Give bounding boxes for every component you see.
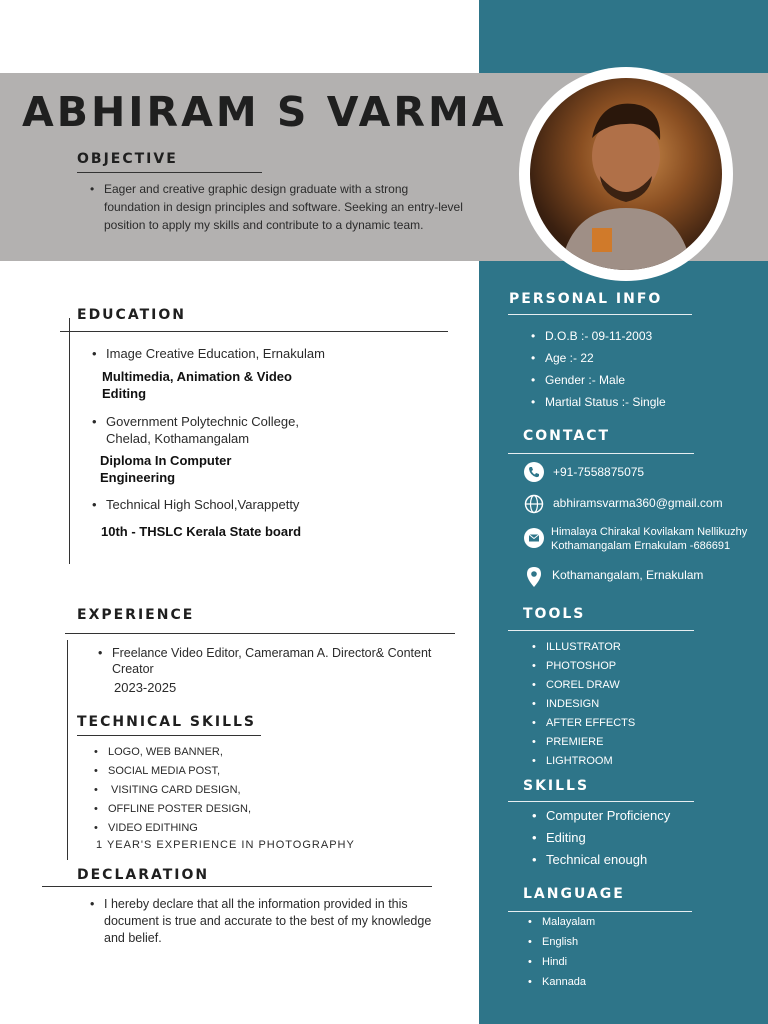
objective-text: • Eager and creative graphic design graduate with a strong foundation in design principles and software. Seeking an entry-level position to apply my skills and contribute to a dynamic team. xyxy=(104,180,464,234)
tools-rule xyxy=(508,630,694,631)
experience-item: • Freelance Video Editor, Cameraman A. Director& Content Creator xyxy=(112,645,442,677)
education-school-2: • Government Polytechnic College, Chelad, Kothamangalam xyxy=(106,413,346,447)
person-photo-icon xyxy=(530,78,722,270)
language-item: • English xyxy=(542,936,595,956)
language-item: • Kannada xyxy=(542,976,595,996)
skill-item: • Technical enough xyxy=(546,852,670,874)
personal-info-list xyxy=(545,329,666,417)
language-heading: LANGUAGE xyxy=(523,886,625,902)
education-heading: EDUCATION xyxy=(77,307,186,323)
technical-skills-rule xyxy=(77,735,261,736)
technical-skill-item: • OFFLINE POSTER DESIGN, xyxy=(108,803,251,822)
experience-vertical-rule xyxy=(67,640,68,860)
technical-skill-item: • VIDEO EDITHING xyxy=(108,822,251,841)
tool-item: • PREMIERE xyxy=(546,736,635,755)
personal-info-status: • Martial Status :- Single xyxy=(545,395,666,417)
personal-info-heading: PERSONAL INFO xyxy=(509,291,663,307)
education-course-2: Diploma In Computer Engineering xyxy=(100,453,232,485)
contact-address-line2: Kothamangalam Ernakulam -686691 xyxy=(551,540,731,552)
contact-heading: CONTACT xyxy=(523,428,611,444)
tool-item: • PHOTOSHOP xyxy=(546,660,635,679)
technical-skill-item: • VISITING CARD DESIGN, xyxy=(108,784,251,803)
language-rule xyxy=(508,911,692,912)
technical-skills-heading: TECHNICAL SKILLS xyxy=(77,714,256,730)
tool-item: • INDESIGN xyxy=(546,698,635,717)
contact-phone: +91-7558875075 xyxy=(553,465,645,479)
skills-heading: SKILLS xyxy=(523,778,590,794)
tool-item: • COREL DRAW xyxy=(546,679,635,698)
education-rule xyxy=(60,331,448,332)
technical-skill-item: • LOGO, WEB BANNER, xyxy=(108,746,251,765)
declaration-text: • I hereby declare that all the information provided in this document is true and accurate to the best of my knowledge and belief. xyxy=(104,896,444,947)
declaration-heading: DECLARATION xyxy=(77,867,210,883)
tool-item: • LIGHTROOM xyxy=(546,755,635,774)
experience-years: 2023-2025 xyxy=(114,680,177,695)
personal-info-dob: • D.O.B :- 09-11-2003 xyxy=(545,329,666,351)
personal-info-gender: • Gender :- Male xyxy=(545,373,666,395)
contact-rule xyxy=(508,453,694,454)
skill-item: • Computer Proficiency xyxy=(546,808,670,830)
objective-heading: OBJECTIVE xyxy=(77,151,178,167)
education-school-1: • Image Creative Education, Ernakulam xyxy=(106,346,406,361)
profile-photo xyxy=(530,78,722,270)
contact-email: abhiramsvarma360@gmail.com xyxy=(553,496,723,510)
education-school-3: • Technical High School,Varappetty xyxy=(106,497,406,512)
tool-item: • ILLUSTRATOR xyxy=(546,641,635,660)
education-course-3: 10th - THSLC Kerala State board xyxy=(101,524,302,539)
tools-list xyxy=(546,641,635,774)
experience-heading: EXPERIENCE xyxy=(77,607,195,623)
personal-info-rule xyxy=(508,314,692,315)
declaration-rule xyxy=(42,886,432,887)
skills-list xyxy=(546,808,670,874)
language-list xyxy=(542,916,595,996)
education-vertical-rule xyxy=(69,318,70,564)
skills-rule xyxy=(508,801,694,802)
technical-skill-item: • SOCIAL MEDIA POST, xyxy=(108,765,251,784)
mail-icon xyxy=(524,528,544,548)
skill-item: • Editing xyxy=(546,830,670,852)
tool-item: • AFTER EFFECTS xyxy=(546,717,635,736)
personal-info-age: • Age :- 22 xyxy=(545,351,666,373)
education-course-1: Multimedia, Animation & Video Editing xyxy=(102,369,292,401)
globe-icon xyxy=(524,494,544,514)
language-item: • Malayalam xyxy=(542,916,595,936)
experience-rule xyxy=(65,633,455,634)
location-pin-icon xyxy=(526,566,542,588)
tools-heading: TOOLS xyxy=(523,606,586,622)
contact-location: Kothamangalam, Ernakulam xyxy=(552,568,704,582)
candidate-name: ABHIRAM S VARMA xyxy=(22,88,507,136)
contact-address-line1: Himalaya Chirakal Kovilakam Nellikuzhy xyxy=(551,526,748,538)
technical-skills-list xyxy=(108,746,251,841)
phone-icon xyxy=(524,462,544,482)
objective-rule xyxy=(77,172,262,173)
language-item: • Hindi xyxy=(542,956,595,976)
photography-experience: 1 YEAR'S EXPERIENCE IN PHOTOGRAPHY xyxy=(96,839,355,851)
